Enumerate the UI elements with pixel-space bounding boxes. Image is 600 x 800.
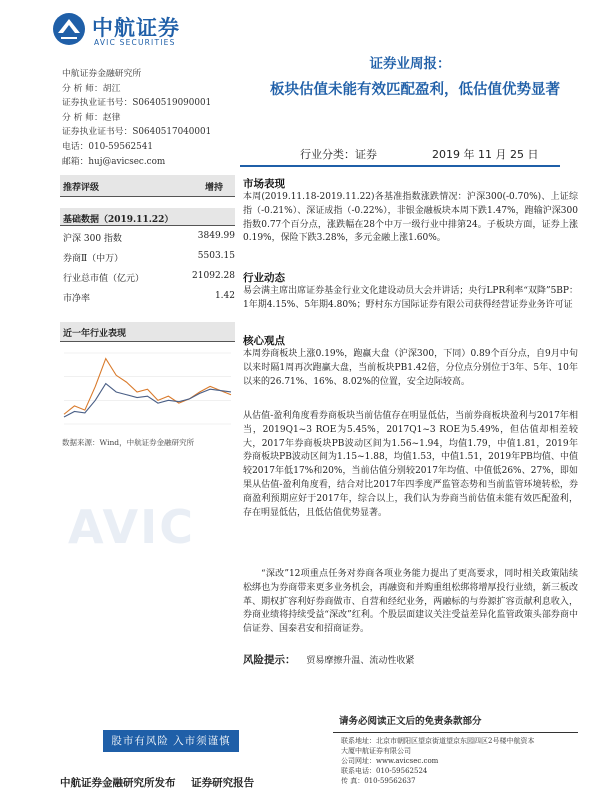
footer-publisher <box>60 775 266 790</box>
basic-data-table <box>60 208 235 306</box>
analyst-name-2: 分 析 师：赵律 <box>62 112 121 123</box>
core-paragraph-3: “深改”12项重点任务对券商各项业务能力提出了更高要求，同时相关政策陆续松绑也为券商带来更多业务机会，再融资和并购重组松绑将增厚投行业绩，新三板改革、期权扩容利好券商做市、自营和经纪业务，两融标的与券源扩容贡献利息收入，券商业绩将持续受益“深改”红利。个股层面建议关注受益差异化监管政策头部券商中信证券、国泰君安和招商证券。 <box>243 569 578 635</box>
analyst-info <box>62 67 237 169</box>
analyst-email: 邮箱：huj@avicsec.com <box>62 156 166 167</box>
core-paragraph-1: 本周券商板块上涨0.19%，跑赢大盘（沪深300，下同）0.89个百分点，自9月中旬以来时隔1周再次跑赢大盘，当前板块PB1.42倍，分位点分别位于3年、5年、10年以来的26.71%、16%、8.02%的位置，安全边际较高。 <box>243 349 578 387</box>
dynamics-title: 行业动态 <box>243 272 285 284</box>
report-type: 证券业周报： <box>369 56 451 72</box>
analyst-license-2: 证券执业证书号：S0640517040001 <box>62 127 212 138</box>
report-title: 板块估值未能有效匹配盈利，低估值优势显著 <box>270 82 560 98</box>
logo-company-name: 中航证券 <box>92 16 180 40</box>
dynamics-text: 易会满主席出席证券基金行业文化建设动员大会并讲话；央行LPR利率“双降”5BP：1年期4.15%、5年期4.80%；野村东方国际证券有限公司获得经营证券业务许可证 <box>243 286 578 310</box>
market-title: 市场表现 <box>243 178 285 190</box>
performance-chart <box>60 347 235 432</box>
report-kind: 证券研究报告 <box>191 777 255 789</box>
header-divider <box>240 165 560 167</box>
data-value: 1.42 <box>214 291 235 301</box>
rating-label: 推荐评级 <box>63 183 100 193</box>
company-logo <box>52 10 202 50</box>
data-key: 行业总市值（亿元） <box>63 274 145 284</box>
data-key: 市净率 <box>63 294 91 304</box>
institute-name: 中航证券金融研究所 <box>62 69 142 79</box>
core-title: 核心观点 <box>243 335 285 347</box>
chart-source: 数据来源：Wind，中航证券金融研究所 <box>62 438 195 447</box>
table-row <box>60 266 235 286</box>
data-value: 3849.99 <box>197 231 235 241</box>
industry-classification: 行业分类：证券 <box>300 148 377 161</box>
disclaimer-title: 请务必阅读正文后的免责条款部分 <box>339 716 482 727</box>
analyst-name-1: 分 析 师：胡江 <box>62 83 121 94</box>
data-key: 沪深 300 指数 <box>63 234 122 244</box>
rating-value: 增持 <box>204 183 223 193</box>
risk-notice <box>243 652 414 667</box>
avic-logo-icon <box>52 12 86 46</box>
contact-website: 公司网址：www.avicsec.com <box>341 757 439 765</box>
contact-phone: 联系电话：010-59562524 <box>341 767 428 775</box>
logo-company-name-en: AVIC SECURITIES <box>94 38 176 47</box>
avic-watermark: AVIC <box>68 500 195 554</box>
report-date: 2019 年 11 月 25 日 <box>432 148 539 161</box>
publisher-name: 中航证券金融研究所发布 <box>60 777 176 789</box>
data-value: 21092.28 <box>192 271 235 281</box>
risk-text: 贸易摩擦升温、流动性收紧 <box>306 656 415 666</box>
core-paragraph-2: 从估值-盈利角度看券商板块当前估值存在明显低估，当前券商板块盈利与2017年相当，2019Q1~3 ROE为5.45%，2017Q1~3 ROE为5.49%，但估值却相差较大，2017年券商板块PB波动区间为1.56~1.94，均值1.79，中值1.81，2019年券商板块PB波动区间为1.15~1.88，均值1.53，中值1.51，2019年PB均值、中值较2017年低17%和20%，当前估值分别较2017年均值、中值低26%、27%，即如果从估值-盈利角度看，结合对比2017年四季度严监管态势和当前监管环境转松，券商盈利预期应好于2017年，综合以上，我们认为券商当前估值未能有效匹配盈利，存在明显低估，且低估值优势显著。 <box>243 411 578 518</box>
performance-title: 近一年行业表现 <box>60 322 235 342</box>
rating-box <box>60 175 235 197</box>
contact-fax: 传 真：010-59562637 <box>341 777 416 785</box>
disclaimer-block <box>333 713 578 786</box>
risk-label: 风险提示： <box>243 654 296 666</box>
table-row <box>60 286 235 306</box>
contact-address-2: 大厦中航证券有限公司 <box>341 747 411 755</box>
basic-data-title: 基础数据（2019.11.22） <box>60 208 235 226</box>
risk-slogan: 股市有风险 入市须谨慎 <box>103 730 239 752</box>
analyst-license-1: 证券执业证书号：S0640519090001 <box>62 98 212 109</box>
table-row <box>60 246 235 266</box>
data-key: 券商Ⅱ（中万） <box>63 254 124 264</box>
market-text: 本周(2019.11.18-2019.11.22)各基准指数涨跌情况：沪深300(-0.70%)、上证综指（-0.21%）、深证成指（-0.22%），非银金融板块本周下跌1.47%，跑输沪深300指数0.77个百分点，涨跌幅在28个中万一级行业中排第24。子板块方面，证券上涨0.19%，保险下跌3.28%，多元金融上涨1.60%。 <box>243 192 578 244</box>
table-row <box>60 226 235 246</box>
disclaimer-divider <box>333 732 578 733</box>
contact-address-1: 联系地址：北京市朝阳区望京街道望京东园四区2号楼中航资本 <box>341 737 535 745</box>
data-value: 5503.15 <box>197 251 235 261</box>
analyst-phone: 电话：010-59562541 <box>62 141 153 152</box>
contact-info <box>341 736 578 786</box>
chart-series-line-1 <box>64 359 231 415</box>
